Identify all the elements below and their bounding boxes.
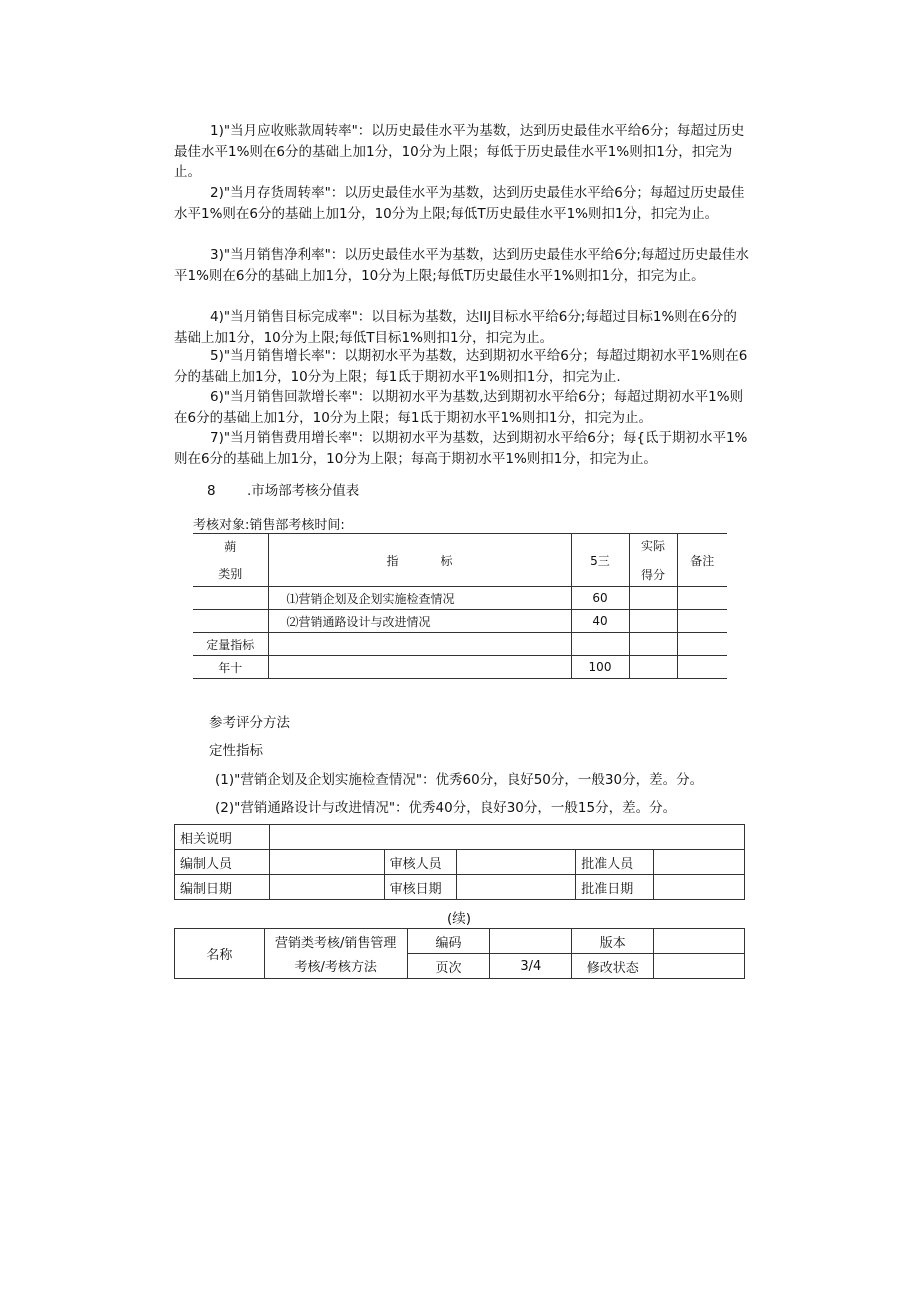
section-number: 8 [207,483,216,499]
row-score: 40 [571,610,629,633]
row-actual [629,587,677,610]
type-header [193,534,268,587]
page-label: 页次 [407,954,490,979]
revision-label: 修改状态 [572,954,654,979]
review-date-label: 审核日期 [384,875,456,900]
row-actual [629,610,677,633]
reference-item-1: (1)"营销企划及企划实施检查情况"：优秀60分，良好50分，一般30分，差。分。 [215,772,704,788]
reviewer-label: 审核人员 [384,850,456,875]
paragraph-1: 1)"当月应收账款周转率"：以历史最佳水平为基数，达到历史最佳水平给6分；每超过历史最佳水平1%则在6分的基础上加1分，10分为上限；每低于历史最佳水平1%则扣1分，扣完为止。 [174,123,745,180]
approver-label: 批准人员 [576,850,654,875]
reference-title: 参考评分方法 [209,715,290,731]
assessment-meta: 考核对象:销售部考核时间: [193,518,345,533]
row-score: 100 [571,656,629,679]
edit-date-label: 编制日期 [175,875,270,900]
row-type: 年十 [193,656,268,679]
section-title-text: .市场部考核分值表 [247,483,360,499]
editor-value [269,850,384,875]
row-type: 定量指标 [193,633,268,656]
actual-header-top: 实际 [640,539,665,553]
table-row [175,850,745,875]
row-score: 60 [571,587,629,610]
type-header-top: 蒴 [224,540,237,554]
document-info-table [174,928,745,979]
approve-date-label: 批准日期 [576,875,654,900]
paragraph-4: 4)"当月销售目标完成率"：以目标为基数，达IIJ目标水平给6分;每超过目标1%则在6分的基础上加1分，10分为上限;每低T目标1%则扣1分，扣完为止。 [174,309,737,346]
section-title [207,479,359,499]
name-label: 名称 [175,929,265,979]
score-table [193,533,727,679]
continued-label: (续) [447,911,472,927]
row-type [193,587,268,610]
table-row [193,587,727,610]
reference-item-2: (2)"营销通路设计与改进情况"：优秀40分，良好30分，一般15分，差。分。 [215,800,677,816]
review-date-value [456,875,576,900]
table-row [175,825,745,850]
signoff-table [174,824,745,900]
reviewer-value [456,850,576,875]
score-table-header [193,534,727,587]
related-value [269,825,744,850]
edit-date-value [269,875,384,900]
indicator-header [268,534,571,587]
table-row [193,656,727,679]
version-label: 版本 [572,929,654,954]
paragraph-5: 5)"当月销售增长率"：以期初水平为基数，达到期初水平给6分；每超过期初水平1%则在6分的基础上加1分，10分为上限；每1氐于期初水平1%则扣1分，扣完为止. [174,348,748,385]
row-remark [677,633,727,656]
approver-value [654,850,745,875]
row-indicator: ⑵营销通路设计与改进情况 [268,610,571,633]
table-row [193,633,727,656]
reference-subtitle: 定性指标 [209,743,263,759]
score-header: 5三 [571,534,629,587]
indicator-header-b: 标 [440,553,453,568]
row-indicator: ⑴营销企划及企划实施检查情况 [268,587,571,610]
related-label: 相关说明 [175,825,270,850]
paragraph-3: 3)"当月销售净利率"：以历史最佳水平为基数，达到历史最佳水平给6分;每超过历史最佳水平1%则在6分的基础上加1分，10分为上限;每低T历史最佳水平1%则扣1分，扣完为止。 [174,247,749,284]
row-score [571,633,629,656]
actual-score-header [629,534,677,587]
type-header-bottom: 类别 [218,567,243,581]
code-label: 编码 [407,929,490,954]
table-row [175,875,745,900]
page-value: 3/4 [490,954,572,979]
remark-header: 备注 [677,534,727,587]
row-type [193,610,268,633]
row-remark [677,610,727,633]
row-indicator [268,633,571,656]
row-actual [629,656,677,679]
approve-date-value [654,875,745,900]
paragraph-7: 7)"当月销售费用增长率"：以期初水平为基数，达到期初水平给6分；每{氐于期初水平1%则在6分的基础上加1分，10分为上限；每高于期初水平1%则扣1分，扣完为止。 [174,430,748,467]
table-row [193,610,727,633]
row-remark [677,587,727,610]
name-value-line-2: 考核/考核方法 [264,954,407,979]
revision-value [654,954,745,979]
indicator-header-a: 指 [386,553,399,568]
code-value [490,929,572,954]
editor-label: 编制人员 [175,850,270,875]
paragraph-6: 6)"当月销售回款增长率"：以期初水平为基数,达到期初水平给6分；每超过期初水平1%则在6分的基础上加1分，10分为上限；每1氐于期初水平1%则扣1分，扣完为止。 [174,389,744,426]
actual-header-bottom: 得分 [640,568,665,582]
row-actual [629,633,677,656]
row-indicator [268,656,571,679]
paragraph-2: 2)"当月存货周转率"：以历史最佳水平为基数，达到历史最佳水平给6分；每超过历史最佳水平1%则在6分的基础上加1分，10分为上限;每低T历史最佳水平1%则扣1分，扣完为止。 [174,185,745,222]
name-value-line-1: 营销类考核/销售管理 [264,929,407,954]
table-row [175,929,745,954]
row-remark [677,656,727,679]
version-value [654,929,745,954]
